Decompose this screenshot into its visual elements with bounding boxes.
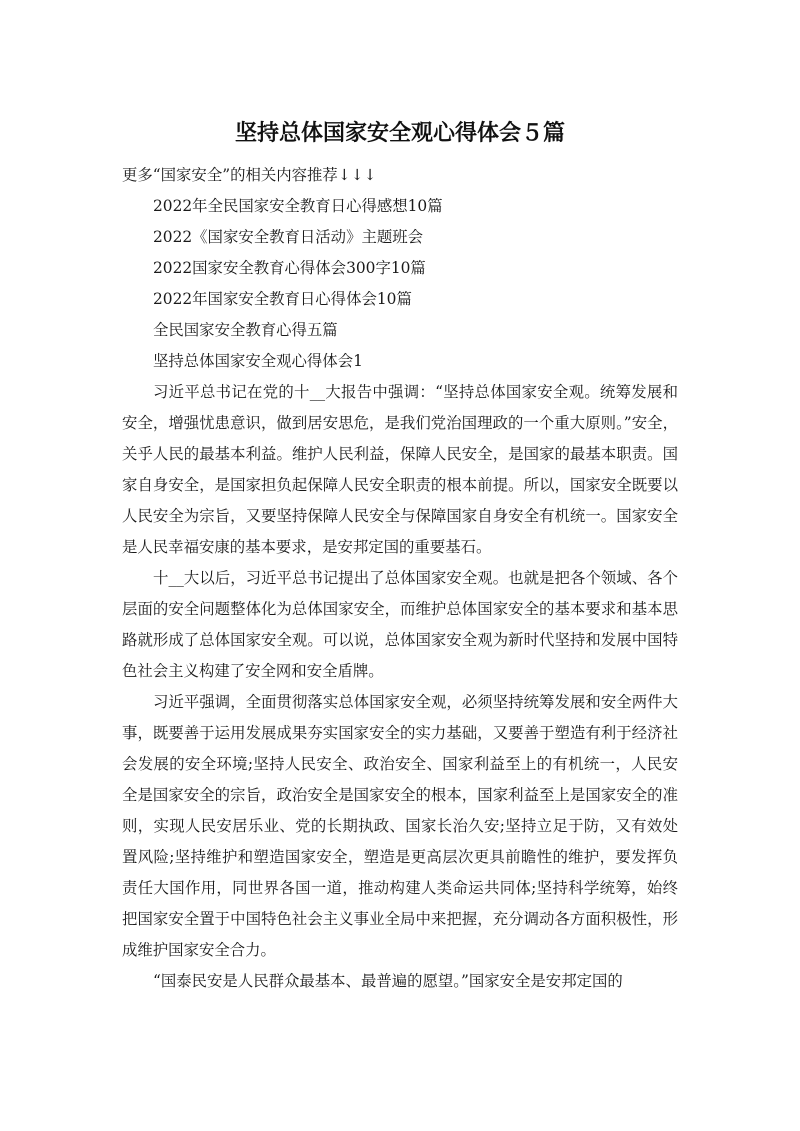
body-paragraph: “国泰民安是人民群众最基本、最普遍的愿望。”国家安全是安邦定国的 bbox=[153, 972, 623, 990]
body-paragraph: 习近平总书记在党的十__大报告中强调：“坚持总体国家安全观。统筹发展和安全，增强忧患意识，做到居安思危，是我们党治国理政的一个重大原则。”安全，关乎人民的最基本利益。维护人民利益，保障人民安全，是国家的最基本职责。国家自身安全，是国家担负起保障人民安全职责的根本前提。所以，国家安全既要以人民安全为宗旨，又要坚持保障人民安全与保障国家自身安全有机统一。国家安全是人民幸福安康的基本要求，是安邦定国的重要基石。 bbox=[122, 383, 678, 556]
recommend-intro: 更多“国家安全”的相关内容推荐↓↓↓ bbox=[122, 166, 377, 184]
document-title: 坚持总体国家安全观心得体会５篇 bbox=[234, 121, 565, 146]
recommended-link[interactable]: 2022《国家安全教育日活动》主题班会 bbox=[153, 228, 424, 246]
recommended-link[interactable]: 全民国家安全教育心得五篇 bbox=[153, 321, 338, 339]
recommended-links bbox=[122, 191, 678, 377]
recommended-link[interactable]: 2022年全民国家安全教育日心得感想10篇 bbox=[153, 197, 443, 215]
body-paragraph: 习近平强调，全面贯彻落实总体国家安全观，必须坚持统筹发展和安全两件大事，既要善于运用发展成果夯实国家安全的实力基础，又要善于塑造有利于经济社会发展的安全环境;坚持人民安全、政治安全、国家利益至上的有机统一，人民安全是国家安全的宗旨，政治安全是国家安全的根本，国家利益至上是国家安全的准则，实现人民安居乐业、党的长期执政、国家长治久安;坚持立足于防，又有效处置风险;坚持维护和塑造国家安全，塑造是更高层次更具前瞻性的维护，要发挥负责任大国作用，同世界各国一道，推动构建人类命运共同体;坚持科学统筹，始终把国家安全置于中国特色社会主义事业全局中来把握，充分调动各方面积极性，形成维护国家安全合力。 bbox=[122, 693, 678, 959]
recommended-link[interactable]: 2022年国家安全教育日心得体会10篇 bbox=[153, 290, 412, 308]
recommended-link[interactable]: 2022国家安全教育心得体会300字10篇 bbox=[153, 259, 426, 277]
body-paragraph: 十__大以后，习近平总书记提出了总体国家安全观。也就是把各个领域、各个层面的安全问题整体化为总体国家安全，而维护总体国家安全的基本要求和基本思路就形成了总体国家安全观。可以说，总体国家安全观为新时代坚持和发展中国特色社会主义构建了安全网和安全盾牌。 bbox=[122, 569, 678, 680]
section-heading: 坚持总体国家安全观心得体会1 bbox=[153, 352, 363, 370]
document-body bbox=[122, 160, 678, 997]
